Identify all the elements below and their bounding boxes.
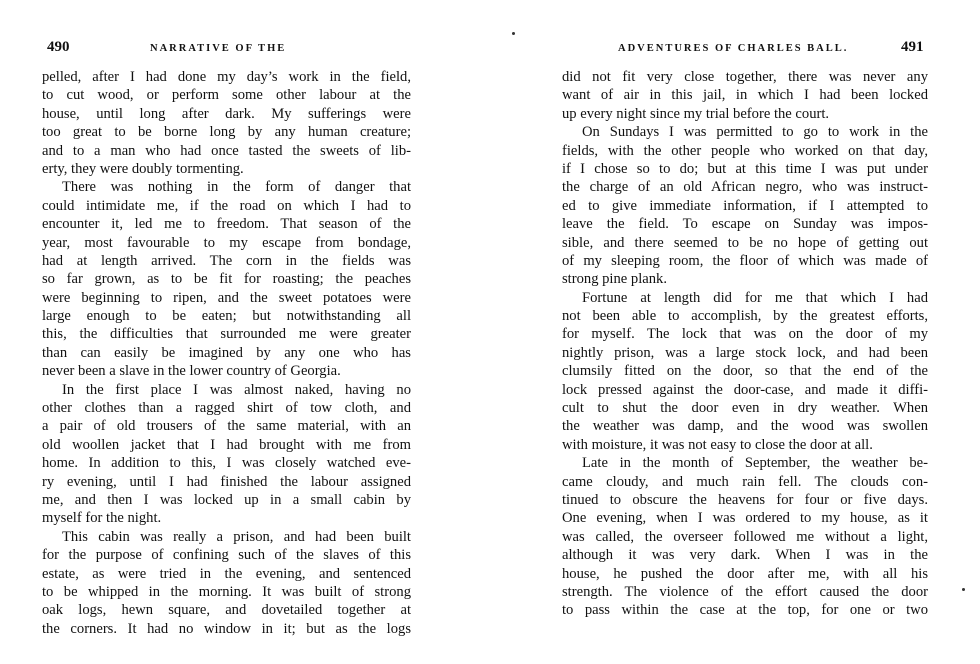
text-line: encounter it, led me to freedom. That season of the	[42, 216, 411, 233]
page-text	[42, 68, 411, 638]
text-line: oak logs, hewn square, and dovetailed together at	[42, 602, 411, 619]
text-line: leave the field. To escape on Sunday was impos-	[562, 216, 928, 233]
text-line: tinued to obscure the heavens for four or five days.	[562, 491, 928, 508]
text-line: ed to give immediate information, if I attempted to	[562, 197, 928, 214]
text-line: this, the difficulties that surrounded me were greater	[42, 326, 411, 343]
page-number: 490	[47, 39, 70, 55]
text-line: too great to be borne long by any human creature;	[42, 124, 411, 141]
text-line: Late in the month of September, the weather be-	[582, 455, 928, 472]
text-line: Fortune at length did for me that which I had	[582, 289, 928, 306]
text-line: with moisture, it was not easy to close the door at all.	[562, 436, 873, 453]
page-text	[562, 68, 928, 620]
text-line: the weather was damp, and the wood was swollen	[562, 418, 928, 435]
text-line: house, he pushed the door after me, with all his	[562, 565, 928, 582]
text-line: estate, as were tried in the evening, and sentenced	[42, 565, 411, 582]
text-line: ry evening, until I had finished the labour assigned	[42, 473, 411, 490]
text-line: never been a slave in the lower country of Georgia.	[42, 363, 341, 380]
text-line: myself for the night.	[42, 510, 162, 527]
text-line: although it was very dark. When I was in the	[562, 547, 928, 564]
text-line: house, until long after dark. My sufferings were	[42, 105, 411, 122]
text-line: the corners. It had no window in it; but as the logs	[42, 620, 411, 637]
text-line: to cut wood, or perform some other labour at the	[42, 87, 411, 104]
text-line: up every night since my trial before the court.	[562, 105, 830, 122]
text-line: of my sleeping room, the floor of which was made of	[562, 252, 928, 269]
text-line: strong pine plank.	[562, 271, 667, 288]
text-line: if I chose so to do; but at this time I was put under	[562, 160, 928, 177]
text-line: One evening, when I was ordered to my house, as it	[562, 510, 928, 527]
text-line: In the first place I was almost naked, having no	[62, 381, 411, 398]
text-line: was called, the overseer followed me without a light,	[562, 528, 928, 545]
text-line: the charge of an old African negro, who was instruct-	[562, 179, 928, 196]
text-line: not been able to accomplish, by the greatest efforts,	[562, 308, 928, 325]
text-line: and to a man who had once tasted the sweets of lib-	[42, 142, 411, 159]
text-line: want of air in this jail, in which I had been locked	[562, 87, 928, 104]
text-line: clumsily fitted on the door, so that the end of the	[562, 363, 928, 380]
text-line: home. In addition to this, I was closely watched eve-	[42, 455, 411, 472]
text-line: nightly prison, was a large stock lock, and had been	[562, 344, 928, 361]
text-line: cult to shut the door even in dry weather. When	[562, 400, 928, 417]
text-line: large enough to be eaten; but notwithstanding all	[42, 308, 411, 325]
text-line: me, and then I was locked up in a small cabin by	[42, 491, 411, 508]
text-line: old woollen jacket that I had brought with me from	[42, 436, 411, 453]
page-number: 491	[901, 39, 924, 55]
text-line: other clothes than a ragged shirt of tow cloth, and	[42, 400, 411, 417]
text-line: pelled, after I had done my day’s work in the field,	[42, 69, 411, 85]
text-line: to pass within the case at the top, for one or two	[562, 602, 928, 619]
running-head: NARRATIVE OF THE	[150, 43, 287, 54]
right-page	[490, 0, 980, 664]
text-line: a pair of old trousers of the same material, with an	[42, 418, 411, 435]
text-line: year, most favourable to my escape from bondage,	[42, 234, 411, 251]
text-line: so far grown, as to be fit for roasting; the peaches	[42, 271, 411, 288]
text-line: had at length arrived. The corn in the fields was	[42, 252, 411, 269]
text-line: sible, and there seemed to be no hope of getting out	[562, 234, 928, 251]
text-line: fields, with the other people who worked on that day,	[562, 142, 928, 159]
text-line: to be whipped in the morning. It was built of strong	[42, 583, 411, 600]
text-line: On Sundays I was permitted to go to work in the	[582, 124, 928, 141]
scan-speck	[962, 588, 965, 591]
scan-speck	[512, 32, 515, 35]
text-line: for the purpose of confining such of the slaves of this	[42, 547, 411, 564]
text-line: This cabin was really a prison, and had been built	[62, 528, 411, 545]
text-line: could intimidate me, if the road on which I had to	[42, 197, 411, 214]
text-line: strength. The violence of the effort caused the door	[562, 583, 928, 600]
text-line: for myself. The lock that was on the door of my	[562, 326, 928, 343]
text-line: erty, they were doubly tormenting.	[42, 160, 244, 177]
text-line: came cloudy, and much rain fell. The clouds con-	[562, 473, 928, 490]
text-line: did not fit very close together, there was never any	[562, 69, 928, 85]
text-line: lock pressed against the door-case, and made it diffi-	[562, 381, 928, 398]
text-line: There was nothing in the form of danger that	[62, 179, 411, 196]
text-line: were beginning to ripen, and the sweet potatoes were	[42, 289, 411, 306]
running-head: ADVENTURES OF CHARLES BALL.	[618, 43, 849, 54]
text-line: than can easily be imagined by any one who has	[42, 344, 411, 361]
